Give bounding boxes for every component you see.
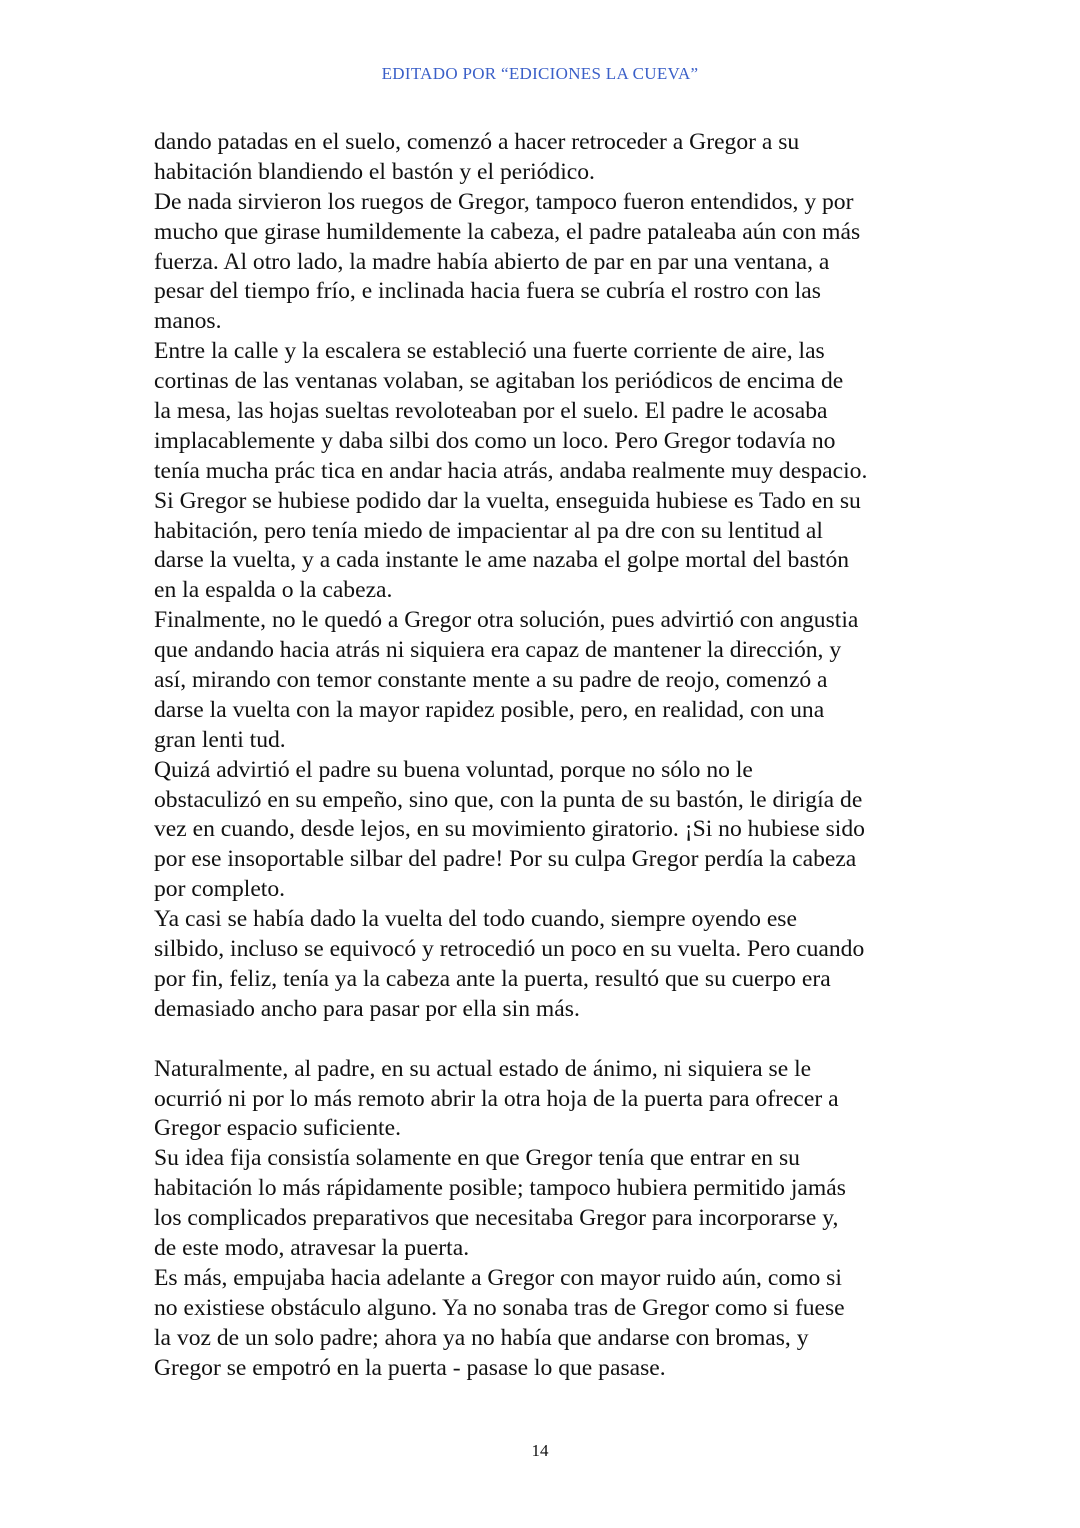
text-line: habitación blandiendo el bastón y el periódico.: [154, 158, 595, 185]
text-line: Si Gregor se hubiese podido dar la vuelta, enseguida hubiese es Tado en su: [154, 487, 861, 514]
text-line: Es más, empujaba hacia adelante a Gregor con mayor ruido aún, como si: [154, 1264, 842, 1291]
text-line: Gregor se empotró en la puerta - pasase lo que pasase.: [154, 1354, 666, 1381]
text-line: darse la vuelta con la mayor rapidez posible, pero, en realidad, con una: [154, 696, 825, 723]
text-line: Entre la calle y la escalera se estableció una fuerte corriente de aire, las: [154, 338, 825, 365]
text-line: habitación, pero tenía miedo de impacientar al pa dre con su lentitud al: [154, 517, 823, 544]
text-line: ocurrió ni por lo más remoto abrir la otra hoja de la puerta para ofrecer a: [154, 1085, 839, 1112]
text-line: De nada sirvieron los ruegos de Gregor, tampoco fueron entendidos, y por: [154, 188, 854, 215]
text-line: obstaculizó en su empeño, sino que, con la punta de su bastón, le dirigía de: [154, 786, 863, 813]
text-line: vez en cuando, desde lejos, en su movimiento giratorio. ¡Si no hubiese sido: [154, 816, 865, 843]
text-line: pesar del tiempo frío, e inclinada hacia fuera se cubría el rostro con las: [154, 278, 821, 305]
text-line: la mesa, las hojas sueltas revoloteaban por el suelo. El padre le acosaba: [154, 398, 828, 425]
text-line: mucho que girase humildemente la cabeza, el padre pataleaba aún con más: [154, 218, 861, 245]
text-line: dando patadas en el suelo, comenzó a hacer retroceder a Gregor a su: [154, 129, 800, 155]
text-line: Finalmente, no le quedó a Gregor otra solución, pues advirtió con angustia: [154, 607, 859, 634]
page-body: [154, 128, 944, 1383]
text-line: los complicados preparativos que necesitaba Gregor para incorporarse y,: [154, 1205, 839, 1232]
text-line: no existiese obstáculo alguno. Ya no sonaba tras de Gregor como si fuese: [154, 1294, 845, 1321]
text-line: tenía mucha prác tica en andar hacia atrás, andaba realmente muy despacio.: [154, 457, 868, 484]
text-line: Su idea fija consistía solamente en que Gregor tenía que entrar en su: [154, 1145, 800, 1172]
text-line: habitación lo más rápidamente posible; tampoco hubiera permitido jamás: [154, 1175, 846, 1202]
text-line: demasiado ancho para pasar por ella sin más.: [154, 995, 580, 1022]
text-line: Quizá advirtió el padre su buena voluntad, porque no sólo no le: [154, 756, 753, 783]
text-line: por completo.: [154, 876, 286, 903]
text-line: Ya casi se había dado la vuelta del todo cuando, siempre oyendo ese: [154, 906, 797, 933]
text-line: manos.: [154, 308, 222, 335]
text-line: de este modo, atravesar la puerta.: [154, 1234, 470, 1261]
text-line: Naturalmente, al padre, en su actual estado de ánimo, ni siquiera se le: [154, 1055, 812, 1082]
text-line: darse la vuelta, y a cada instante le ame nazaba el golpe mortal del bastón: [154, 547, 850, 574]
text-line: Gregor espacio suficiente.: [154, 1115, 401, 1142]
text-line: la voz de un solo padre; ahora ya no había que andarse con bromas, y: [154, 1324, 809, 1351]
text-line: cortinas de las ventanas volaban, se agitaban los periódicos de encima de: [154, 368, 844, 395]
text-line: así, mirando con temor constante mente a su padre de reojo, comenzó a: [154, 667, 828, 694]
text-line: implacablemente y daba silbi dos como un loco. Pero Gregor todavía no: [154, 427, 836, 454]
paragraph-break: [154, 1025, 944, 1055]
page-number: 14: [531, 1441, 549, 1460]
running-header: EDITADO POR “EDICIONES LA CUEVA”: [381, 64, 699, 83]
text-line: por ese insoportable silbar del padre! Por su culpa Gregor perdía la cabeza: [154, 846, 857, 873]
text-line: en la espalda o la cabeza.: [154, 577, 393, 604]
text-line: gran lenti tud.: [154, 726, 286, 753]
text-line: que andando hacia atrás ni siquiera era capaz de mantener la dirección, y: [154, 637, 842, 664]
text-line: silbido, incluso se equivocó y retrocedió un poco en su vuelta. Pero cuando: [154, 936, 865, 963]
text-line: por fin, feliz, tenía ya la cabeza ante la puerta, resultó que su cuerpo era: [154, 965, 831, 992]
text-line: fuerza. Al otro lado, la madre había abierto de par en par una ventana, a: [154, 248, 830, 275]
